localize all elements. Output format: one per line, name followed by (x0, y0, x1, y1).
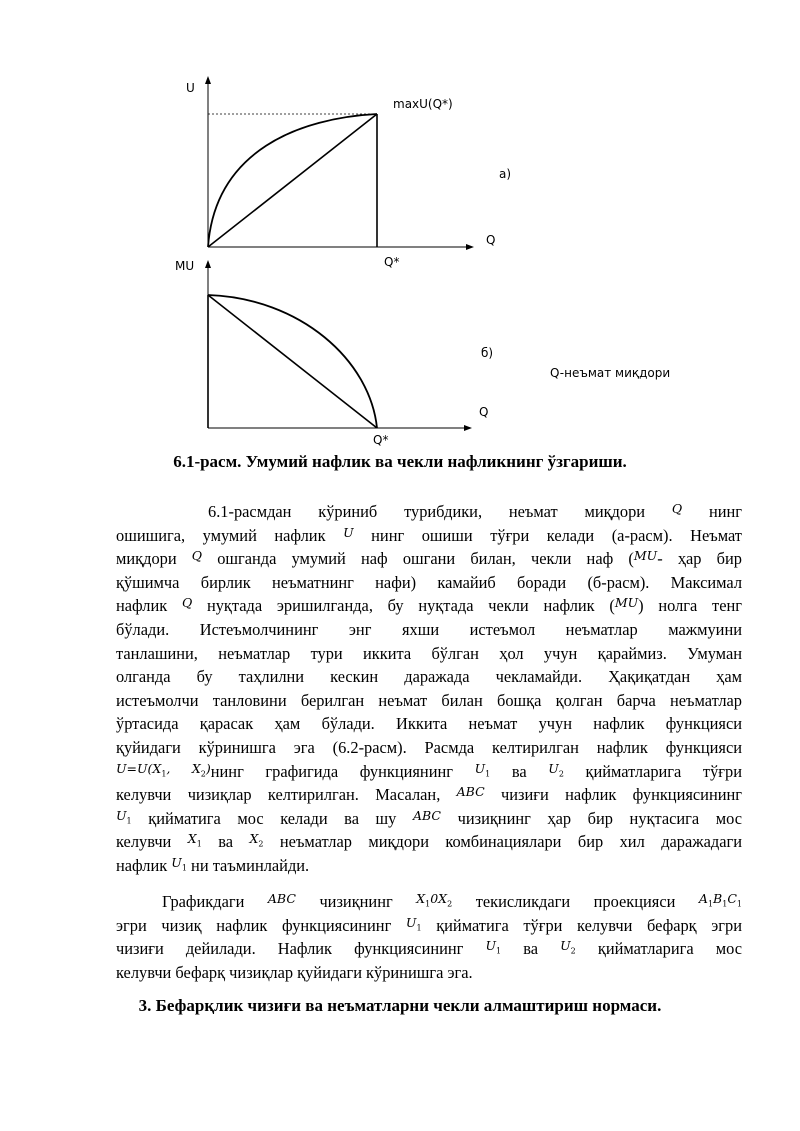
text-line: 6.1-расмдан кўриниб турибдики, неъмат миқдори $^Q$ нинг (208, 501, 742, 521)
text-line: бўлади. Истеъмолчининг энг яхши истеъмол неъматлар мажмуини (116, 619, 742, 639)
panel-a-label: а) (499, 167, 512, 181)
panel-b-label: б) (481, 346, 494, 360)
text-line: келувчи бефарқ чизиқлар қуйидаги кўринишга эга. (116, 962, 473, 982)
q-note: Q-неъмат миқдори (550, 366, 671, 380)
figure-caption: 6.1-расм. Умумий нафлик ва чекли нафликнинг ўзгариши. (173, 452, 627, 471)
bottom-x-label: Q (479, 405, 489, 419)
top-x-arrow (466, 244, 474, 250)
bottom-diagonal (208, 295, 377, 428)
utility-figure (0, 0, 800, 450)
text-line: чизиғи дейилади. Нафлик функциясининг $^{U_1}$ ва $^{U_2}$ қийматларига мос (116, 938, 742, 959)
text-line: келувчи $^{X_1}$ ва $^{X_2}$ неъматлар миқдори комбинациялари бир хил даражадаги (116, 831, 742, 852)
text-line: миқдори $^Q$ ошганда умумий наф ошгани билан, чекли наф ($^{MU}$- ҳар бир (116, 548, 742, 569)
text-line: нафлик $^{U_1}$ ни таъминлайди. (116, 854, 310, 875)
marginal-utility-graph (175, 259, 670, 447)
top-y-arrow (205, 76, 211, 84)
text-line: ошишига, умумий нафлик $^U$ нинг ошиши тўғри келади (а-расм). Неъмат (116, 524, 742, 545)
paragraph-2 (116, 890, 742, 984)
text-line: қўшимча бирлик неъматнинг нафи) камайиб боради (б-расм). Максимал (116, 572, 742, 592)
text-line: келувчи чизиқлар келтирилган. Масалан, $^{ABC}$ чизиғи нафлик функциясининг (116, 784, 742, 805)
text-line: танлашини, неъматлар тури иккита бўлган ҳол учун қараймиз. Умуман (116, 643, 742, 663)
text-line: эгри чизиқ нафлик функциясининг $^{U_1}$ қийматига тўғри келувчи бефарқ эгри (116, 914, 742, 935)
text-line: олганда бу таҳлилни кескин даражада чекламайди. Ҳақиқатдан ҳам (116, 667, 742, 687)
top-diagonal (208, 114, 377, 247)
top-q-star: Q* (384, 255, 400, 269)
text-line: истеъмолчи танловини берилган неъмат билан бошқа қолган барча неъматлар (116, 690, 742, 710)
top-x-label: Q (486, 233, 496, 247)
bottom-x-arrow (464, 425, 472, 431)
max-label: maxU(Q*) (393, 97, 453, 111)
top-y-label: U (186, 81, 195, 95)
text-line: нафлик $^Q$ нуқтада эришилганда, бу нуқтада чекли нафлик ($^{MU}$) нолга тенг (116, 595, 742, 616)
bottom-y-label: MU (175, 259, 195, 273)
text-line: $^{U=U(X_1, X_2)}$нинг графигида функциянинг $^{U_1}$ ва $^{U_2}$ қийматларига тўғри (116, 760, 742, 781)
text-line: $^{U_1}$ қийматига мос келади ва шу $^{ABC}$ чизиқнинг ҳар бир нуқтасига мос (116, 807, 742, 828)
bottom-q-star: Q* (373, 433, 389, 447)
total-utility-graph (186, 76, 511, 269)
bottom-y-arrow (205, 260, 211, 268)
text-line: қуйидаги кўринишга эга (6.2-расм). Расмда келтирилган нафлик функцияси (116, 737, 742, 757)
text-line: ўртасида қарасак ҳам бўлади. Иккита неъмат учун нафлик функцияси (116, 714, 742, 734)
text-line: Графикдаги $^{ABC}$ чизиқнинг $^{X_10X_2}$ текисликдаги проекцияси $^{A_1B_1C_1}$ (162, 891, 742, 911)
paragraph-1 (116, 500, 742, 878)
section-heading: 3. Бефарқлик чизиғи ва неъматларни чекли алмаштириш нормаси. (138, 996, 662, 1015)
